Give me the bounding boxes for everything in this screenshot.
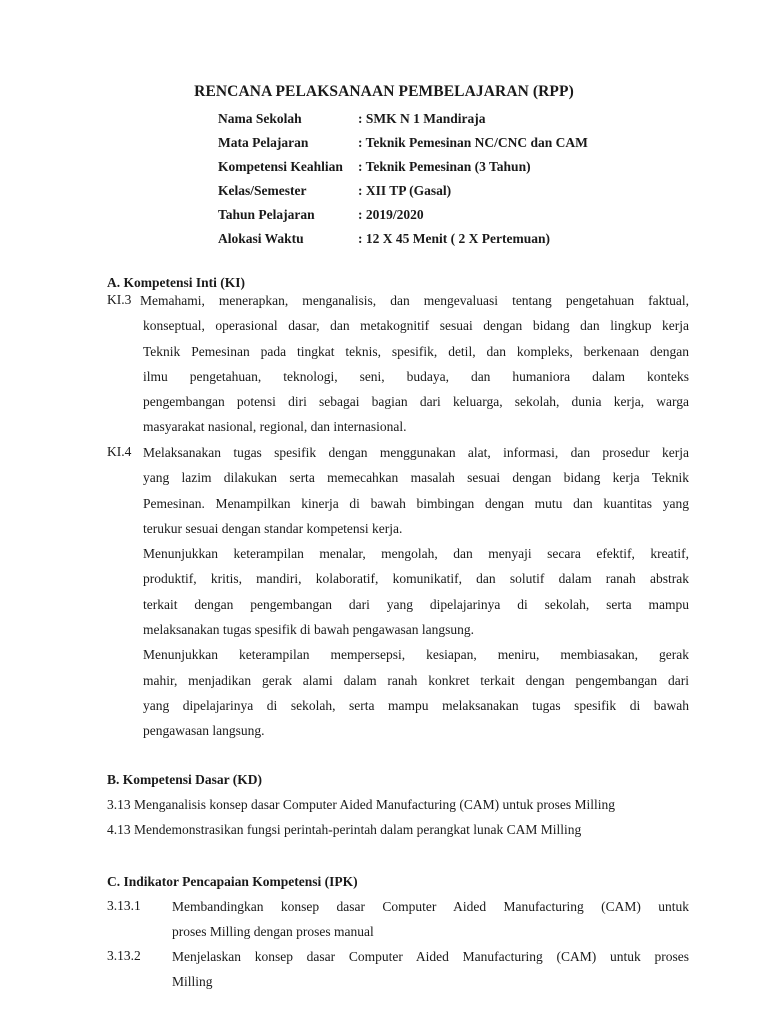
- ipk-line: Milling: [172, 974, 213, 989]
- ki3-line: konseptual, operasional dasar, dan metakognitif sesuai dengan bidang dan lingkup kerja: [143, 318, 689, 334]
- ipk-line: Membandingkan konsep dasar Computer Aided Manufacturing (CAM) untuk: [172, 899, 689, 914]
- section-a-heading: A. Kompetensi Inti (KI): [107, 275, 245, 290]
- identity-row-school: [218, 107, 486, 131]
- ki3-line: pengembangan potensi diri sebagai bagian dari keluarga, sekolah, dunia kerja, warga: [143, 394, 689, 410]
- ki3-label: KI.3: [107, 292, 132, 307]
- identity-label: Kelas/Semester: [218, 183, 307, 198]
- ki4-line: pengawasan langsung.: [143, 723, 265, 739]
- ki4-line: mahir, menjadikan gerak alami dalam ranah konkret terkait dengan pengembangan dari: [143, 672, 689, 688]
- identity-label: Kompetensi Keahlian: [218, 159, 343, 174]
- ki4-line: melaksanakan tugas spesifik di bawah pengawasan langsung.: [143, 622, 475, 638]
- ki4-line: Menunjukkan keterampilan mempersepsi, kesiapan, meniru, membiasakan, gerak: [143, 647, 689, 663]
- identity-value: : 12 X 45 Menit ( 2 X Pertemuan): [358, 231, 550, 246]
- kd-item: 3.13 Menganalisis konsep dasar Computer Aided Manufacturing (CAM) untuk proses Milling: [107, 797, 616, 812]
- section-b-heading: B. Kompetensi Dasar (KD): [107, 772, 262, 787]
- ipk-text: [172, 944, 689, 994]
- identity-row-subject: [218, 131, 588, 155]
- ki4-line: Menunjukkan keterampilan menalar, mengolah, dan menyaji secara efektif, kreatif,: [143, 546, 689, 562]
- identity-row-time: [218, 227, 550, 251]
- identity-row-expertise: [218, 155, 531, 179]
- identity-value: : Teknik Pemesinan (3 Tahun): [358, 159, 531, 174]
- ipk-code: 3.13.2: [107, 948, 141, 963]
- ki4-line: terkait dengan pengembangan dari yang dipelajarinya di sekolah, serta mampu: [143, 596, 689, 612]
- ipk-code: 3.13.1: [107, 898, 141, 913]
- ipk-text: [172, 894, 689, 944]
- identity-label: Alokasi Waktu: [218, 231, 304, 246]
- ki4-label: KI.4: [107, 444, 132, 459]
- ki4-line: produktif, kritis, mandiri, kolaboratif, komunikatif, dan solutif dalam ranah abstrak: [143, 571, 689, 587]
- ki3-line: masyarakat nasional, regional, dan internasional.: [143, 419, 407, 435]
- kd-item: 4.13 Mendemonstrasikan fungsi perintah-perintah dalam perangkat lunak CAM Milling: [107, 822, 582, 837]
- identity-label: Mata Pelajaran: [218, 135, 309, 150]
- ki4-line: yang lazim dilakukan serta memecahkan masalah sesuai dengan bidang kerja Teknik: [143, 470, 689, 486]
- identity-value: : Teknik Pemesinan NC/CNC dan CAM: [358, 135, 588, 150]
- ki4-line: Melaksanakan tugas spesifik dengan menggunakan alat, informasi, dan prosedur kerja: [143, 445, 689, 460]
- identity-label: Nama Sekolah: [218, 111, 302, 126]
- ki3-line: Teknik Pemesinan pada tingkat teknis, spesifik, detil, dan kompleks, berkenaan dengan: [143, 343, 689, 359]
- ki4-line: Pemesinan. Menampilkan kinerja di bawah bimbingan dengan mutu dan kuantitas yang: [143, 495, 689, 511]
- section-c-heading: C. Indikator Pencapaian Kompetensi (IPK): [107, 874, 358, 889]
- ki4-line: yang dipelajarinya di sekolah, serta mampu melaksanakan tugas spesifik di bawah: [143, 697, 689, 713]
- page-title: RENCANA PELAKSANAAN PEMBELAJARAN (RPP): [194, 83, 574, 100]
- ki3-line: ilmu pengetahuan, teknologi, seni, budaya, dan humaniora dalam konteks: [143, 368, 689, 384]
- ki4-paragraph: [143, 440, 689, 744]
- ki3-paragraph: [107, 288, 689, 440]
- identity-row-class: [218, 179, 451, 203]
- identity-label: Tahun Pelajaran: [218, 207, 315, 222]
- ki4-line: terukur sesuai dengan standar kompetensi kerja.: [143, 520, 403, 536]
- ipk-line: Menjelaskan konsep dasar Computer Aided Manufacturing (CAM) untuk proses: [172, 949, 689, 964]
- identity-value: : SMK N 1 Mandiraja: [358, 111, 486, 126]
- identity-value: : XII TP (Gasal): [358, 183, 452, 198]
- identity-value: : 2019/2020: [358, 207, 424, 222]
- identity-row-year: [218, 203, 424, 227]
- ki3-line: Memahami, menerapkan, menganalisis, dan mengevaluasi tentang pengetahuan faktual,: [140, 293, 689, 308]
- ipk-line: proses Milling dengan proses manual: [172, 924, 374, 939]
